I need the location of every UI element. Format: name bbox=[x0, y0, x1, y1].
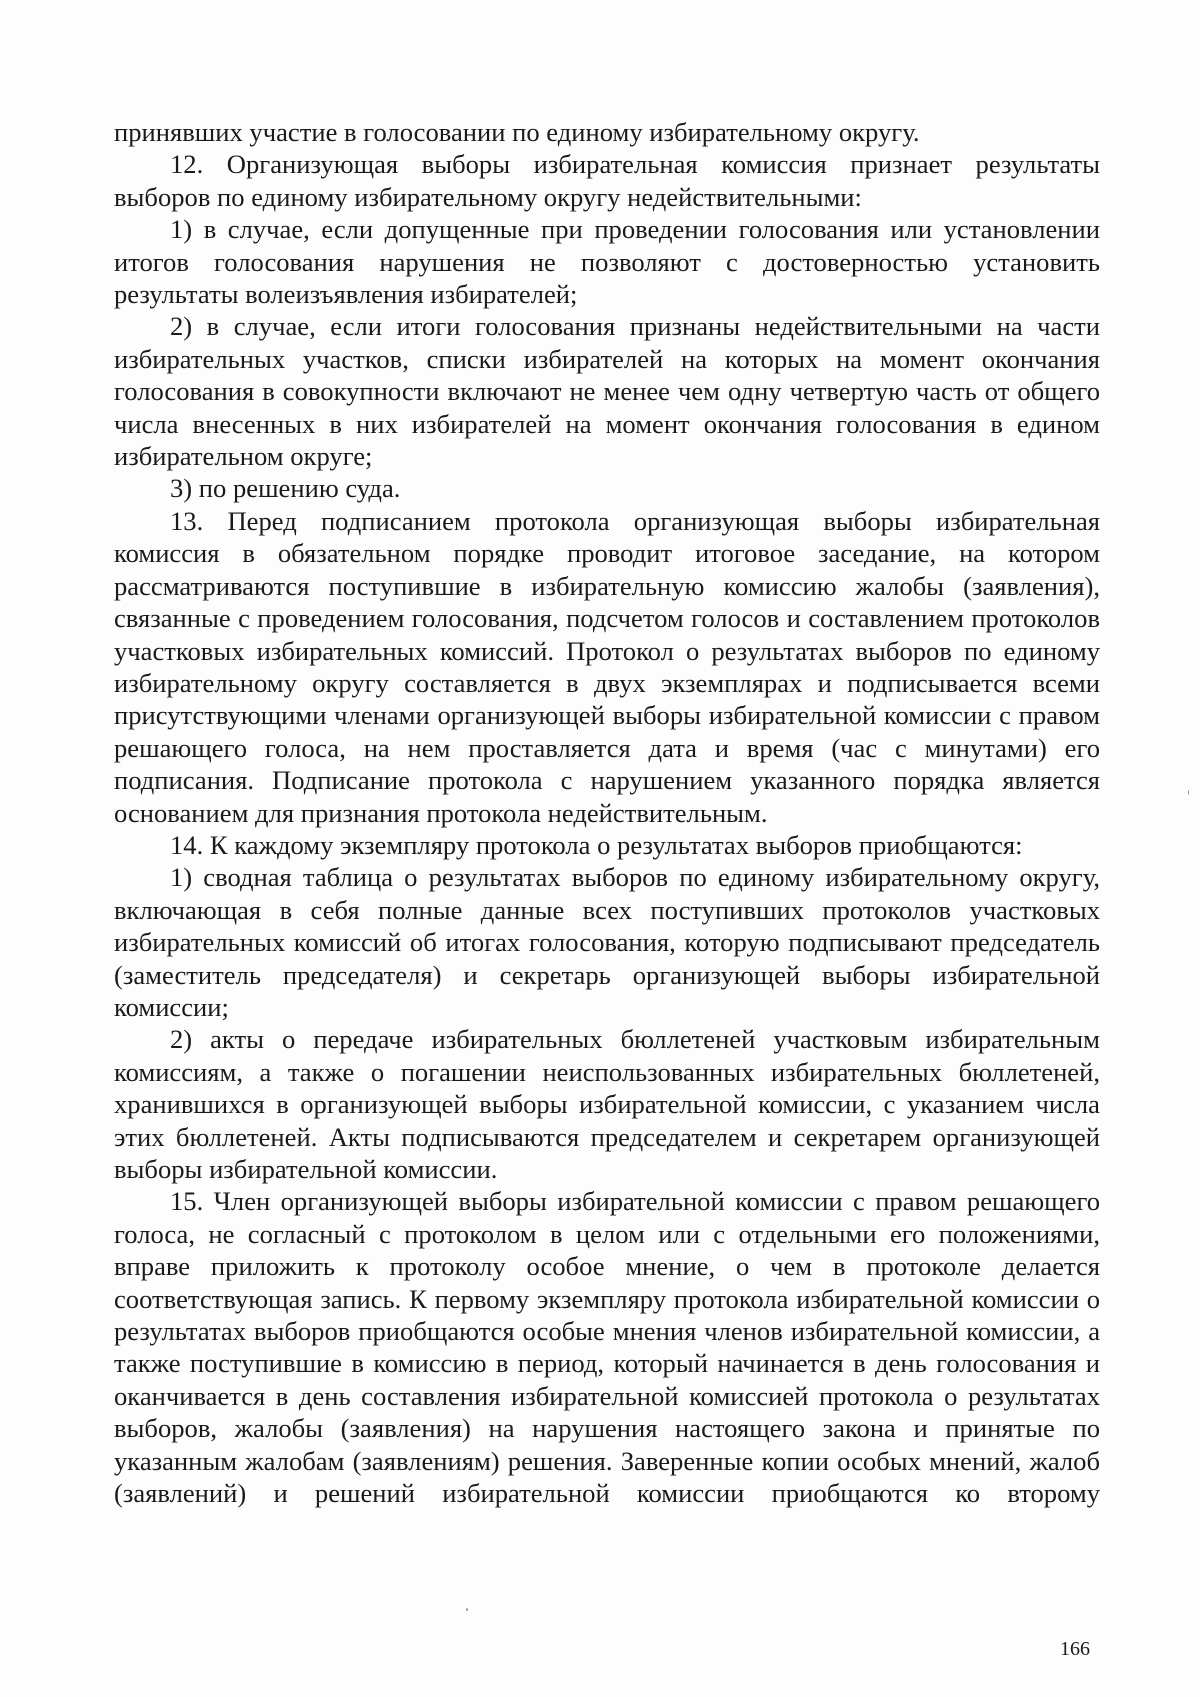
paragraph-item-12-1: 1) в случае, если допущенные при проведении голосования или установлении итогов голосования нарушения не позволяют с достоверностью установить результаты волеизъявления избирателей; bbox=[114, 214, 1100, 310]
paragraph-item-14-1: 1) сводная таблица о результатах выборов по единому избирательному округу, включающая в себя полные данные всех поступивших протоколов участковых избирательных комиссий об итогах голосования, которую подписывают председатель (заместитель председателя) и секретарь организующей выборы избирательной комиссии; bbox=[114, 862, 1100, 1022]
paragraph-item-14: 14. К каждому экземпляру протокола о результатах выборов приобщаются: bbox=[170, 829, 1023, 860]
document-body bbox=[114, 116, 1100, 1509]
paragraph-item-12-3: 3) по решению суда. bbox=[170, 473, 401, 504]
page-number: 166 bbox=[1060, 1638, 1090, 1660]
scan-speck bbox=[466, 1608, 468, 1611]
paragraph-item-15: 15. Член организующей выборы избирательной комиссии с правом решающего голоса, не согласный с протоколом в целом или с отдельными его положениями, вправе приложить к протоколу особое мнение, о чем в протоколе делается соответствующая запись. К первому экземпляру протокола избирательной комиссии о результатах выборов приобщаются особые мнения членов избирательной комиссии, а также поступившие в комиссию в период, который начинается в день голосования и оканчивается в день составления избирательной комиссией протокола о результатах выборов, жалобы (заявления) на нарушения настоящего закона и принятые по указанным жалобам (заявлениям) решения. Заверенные копии особых мнений, жалоб (заявлений) и решений избирательной комиссии приобщаются ко второму bbox=[114, 1186, 1100, 1509]
paragraph-item-13: 13. Перед подписанием протокола организующая выборы избирательная комиссия в обязательном порядке проводит итоговое заседание, на котором рассматриваются поступившие в избирательную комиссию жалобы (заявления), связанные с проведением голосования, подсчетом голосов и составлением протоколов участковых избирательных комиссий. Протокол о результатах выборов по единому избирательному округу составляется в двух экземплярах и подписывается всеми присутствующими членами организующей выборы избирательной комиссии с правом решающего голоса, на нем проставляется дата и время (час с минутами) его подписания. Подписание протокола с нарушением указанного порядка является основанием для признания протокола недействительным. bbox=[114, 505, 1100, 828]
paragraph-item-14-2: 2) акты о передаче избирательных бюллетеней участковым избирательным комиссиям, а также о погашении неиспользованных избирательных бюллетеней, хранившихся в организующей выборы избирательной комиссии, с указанием числа этих бюллетеней. Акты подписываются председателем и секретарем организующей выборы избирательной комиссии. bbox=[114, 1024, 1100, 1184]
scan-speck bbox=[1188, 790, 1189, 795]
paragraph-item-12-2: 2) в случае, если итоги голосования признаны недействительными на части избирательных участков, списки избирателей на которых на момент окончания голосования в совокупности включают не менее чем одну четвертую часть от общего числа внесенных в них избирателей на момент окончания голосования в едином избирательном округе; bbox=[114, 311, 1100, 472]
paragraph-continuation: принявших участие в голосовании по единому избирательному округу. bbox=[114, 117, 920, 147]
paragraph-item-12: 12. Организующая выборы избирательная комиссия признает результаты выборов по единому избирательному округу недействительными: bbox=[114, 149, 1100, 212]
